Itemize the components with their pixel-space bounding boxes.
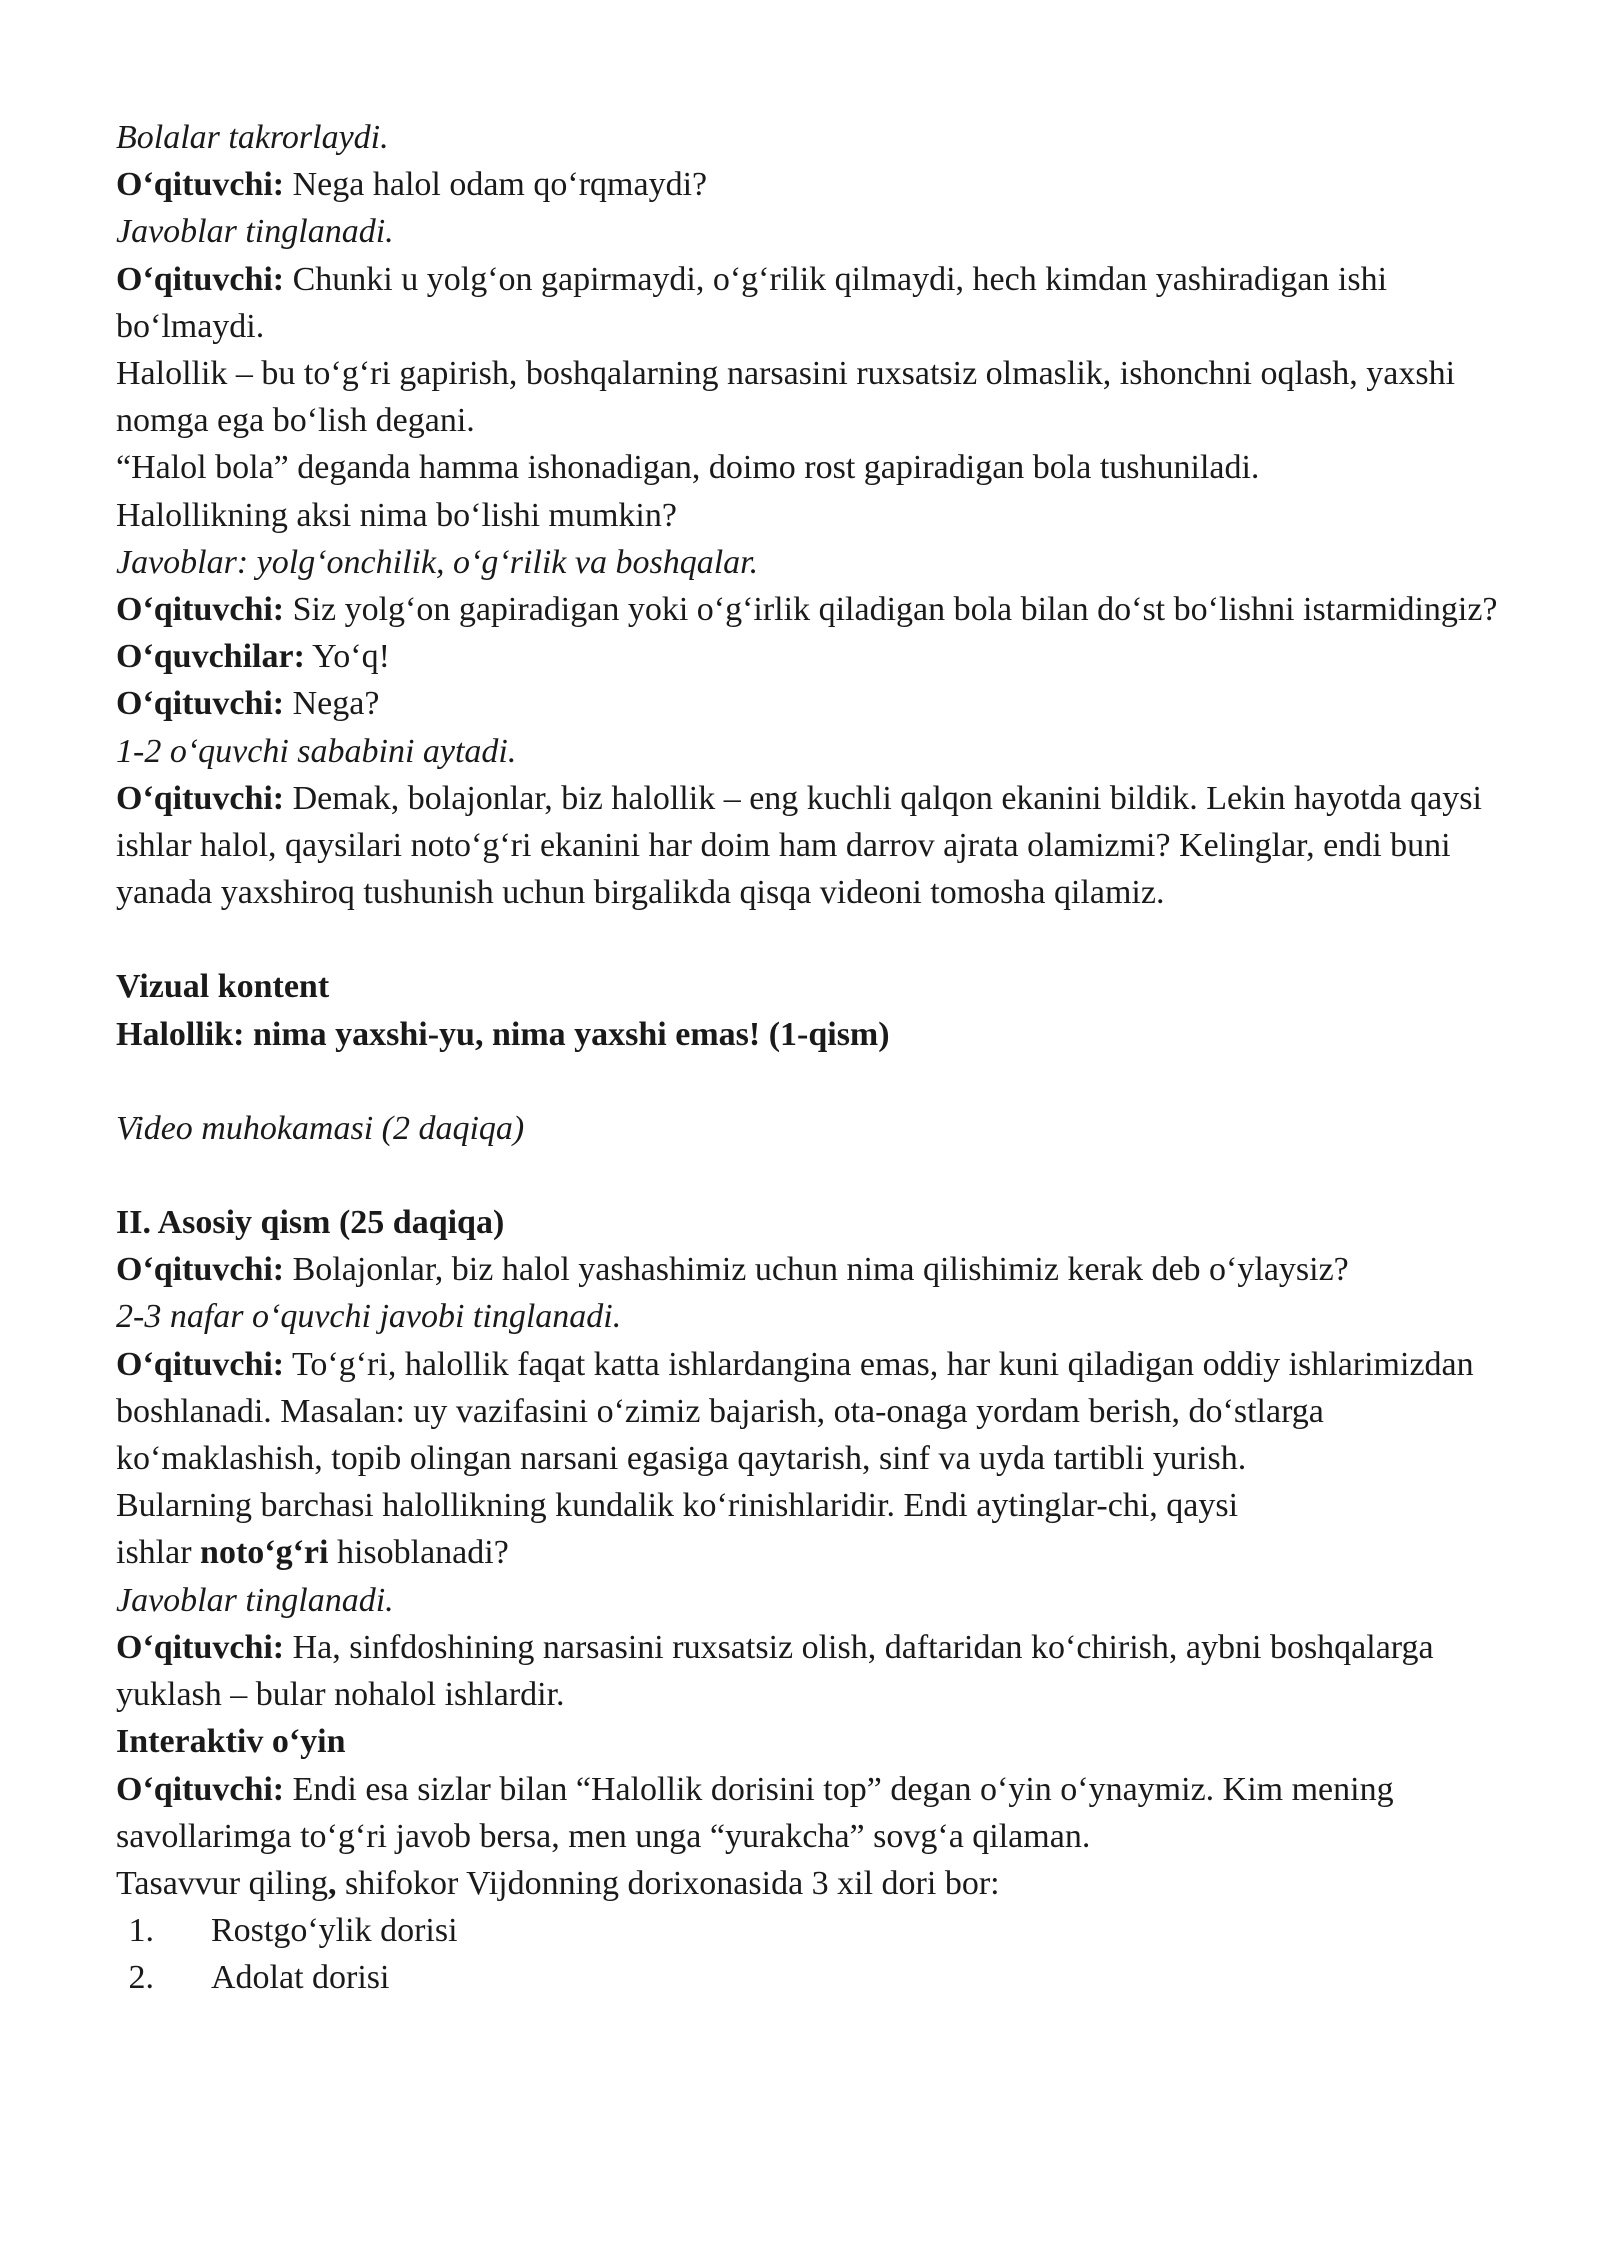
speaker-label: O‘qituvchi:	[116, 591, 285, 629]
dialog-line	[116, 586, 1536, 633]
paragraph-text: Tasavvur qiling	[116, 1864, 328, 1902]
speaker-label: O‘qituvchi:	[116, 685, 285, 723]
dialog-text: Nega halol odam qo‘rqmaydi?	[284, 166, 708, 204]
emphasis-text: noto‘g‘ri	[200, 1534, 329, 1572]
dialog-text: Demak, bolajonlar, biz halollik – eng kuchli qalqon ekanini bildik. Lekin hayotda qaysi ishlar halol, qaysilari noto‘g‘ri ekanini har doim ham darrov ajrata olamizmi? Kelinglar, endi buni yanada yaxshiroq tushunish uchun birgalikda qisqa videoni tomosha qilamiz.	[116, 779, 1491, 912]
list-item-number: 2.	[128, 1959, 154, 1997]
blank-line	[116, 1058, 1536, 1105]
speaker-label: O‘qituvchi:	[116, 260, 285, 298]
speaker-label: O‘qituvchi:	[116, 1770, 285, 1808]
stage-direction: Javoblar: yolg‘onchilik, o‘g‘rilik va boshqalar.	[116, 543, 759, 581]
dialog-text: Chunki u yolg‘on gapirmaydi, o‘g‘rilik qilmaydi, hech kimdan yashiradigan ishi bo‘lmaydi.	[116, 260, 1396, 345]
dialog-text: Yo‘q!	[304, 638, 390, 676]
speaker-label: O‘qituvchi:	[116, 166, 285, 204]
document-page	[116, 114, 1536, 2002]
section-heading: Vizual kontent	[116, 968, 330, 1006]
paragraph: “Halol bola” deganda hamma ishonadigan, doimo rost gapiradigan bola tushuniladi.	[116, 449, 1260, 487]
speaker-label: O‘qituvchi:	[116, 1345, 285, 1383]
list-item	[116, 1954, 1536, 2001]
stage-direction: Javoblar tinglanadi.	[116, 213, 394, 251]
paragraph: Halollikning aksi nima bo‘lishi mumkin?	[116, 496, 677, 534]
paragraph	[116, 1860, 1536, 1907]
dialog-line	[116, 1766, 1536, 1860]
dialog-text: Endi esa sizlar bilan “Halollik dorisini top” degan o‘yin o‘ynaymiz. Kim mening savollarimga to‘g‘ri javob bersa, men unga “yurakcha” sovg‘a qilaman.	[116, 1770, 1403, 1855]
stage-direction: Javoblar tinglanadi.	[116, 1581, 394, 1619]
stage-direction: Video muhokamasi (2 daqiqa)	[116, 1109, 525, 1147]
dialog-line	[116, 775, 1536, 917]
paragraph	[116, 1482, 1536, 1576]
speaker-label: O‘quvchilar:	[116, 638, 305, 676]
section-heading: Halollik: nima yaxshi-yu, nima yaxshi emas! (1-qism)	[116, 1015, 890, 1053]
stage-direction: 1-2 o‘quvchi sababini aytadi.	[116, 732, 517, 770]
dialog-text: Bolajonlar, biz halol yashashimiz uchun nima qilishimiz kerak deb o‘ylaysiz?	[284, 1251, 1349, 1289]
blank-line	[116, 1152, 1536, 1199]
emphasis-text: ,	[327, 1864, 337, 1902]
dialog-line	[116, 1624, 1536, 1718]
paragraph: Halollik – bu to‘g‘ri gapirish, boshqalarning narsasini ruxsatsiz olmaslik, ishonchni oqlash, yaxshi nomga ega bo‘lish degani.	[116, 355, 1464, 440]
dialog-text: Ha, sinfdoshining narsasini ruxsatsiz olish, daftaridan ko‘chirish, aybni boshqalarga yuklash – bular nohalol ishlardir.	[116, 1628, 1443, 1714]
dialog-line	[116, 680, 1536, 727]
stage-direction: Bolalar takrorlaydi.	[116, 119, 389, 156]
list-item	[116, 1907, 1536, 1954]
list-item-number: 1.	[128, 1912, 154, 1950]
dialog-line	[116, 161, 1536, 208]
dialog-line	[116, 1246, 1536, 1293]
dialog-text: Siz yolg‘on gapiradigan yoki o‘g‘irlik qiladigan bola bilan do‘st bo‘lishni istarmidingiz?	[284, 591, 1498, 629]
dialog-text: To‘g‘ri, halollik faqat katta ishlardangina emas, har kuni qiladigan oddiy ishlarimizdan boshlanadi. Masalan: uy vazifasini o‘zimiz bajarish, ota-onaga yordam berish, do‘stlarga ko‘maklashish, topib olingan narsani egasiga qaytarish, sinf va uyda tartibli yurish.	[116, 1345, 1483, 1478]
dialog-line	[116, 633, 1536, 680]
speaker-label: O‘qituvchi:	[116, 779, 285, 817]
section-heading: II. Asosiy qism (25 daqiqa)	[116, 1204, 505, 1242]
speaker-label: O‘qituvchi:	[116, 1628, 285, 1666]
dialog-line	[116, 256, 1536, 350]
paragraph-text: shifokor Vijdonning dorixonasida 3 xil dori bor:	[336, 1864, 1000, 1902]
paragraph-text: hisoblanadi?	[328, 1534, 509, 1572]
section-heading: Interaktiv o‘yin	[116, 1723, 346, 1761]
dialog-text: Nega?	[284, 685, 380, 723]
speaker-label: O‘qituvchi:	[116, 1251, 285, 1289]
paragraph-text: Bularning barchasi halollikning kundalik ko‘rinishlaridir. Endi aytinglar-chi, qaysi ishlar	[116, 1487, 1239, 1572]
list-item-text: Adolat dorisi	[211, 1959, 390, 1997]
list-item-text: Rostgo‘ylik dorisi	[211, 1912, 458, 1950]
blank-line	[116, 916, 1536, 963]
numbered-list	[116, 1907, 1536, 2001]
stage-direction: 2-3 nafar o‘quvchi javobi tinglanadi.	[116, 1298, 622, 1336]
document-body	[116, 114, 1536, 1907]
dialog-line	[116, 1341, 1536, 1483]
